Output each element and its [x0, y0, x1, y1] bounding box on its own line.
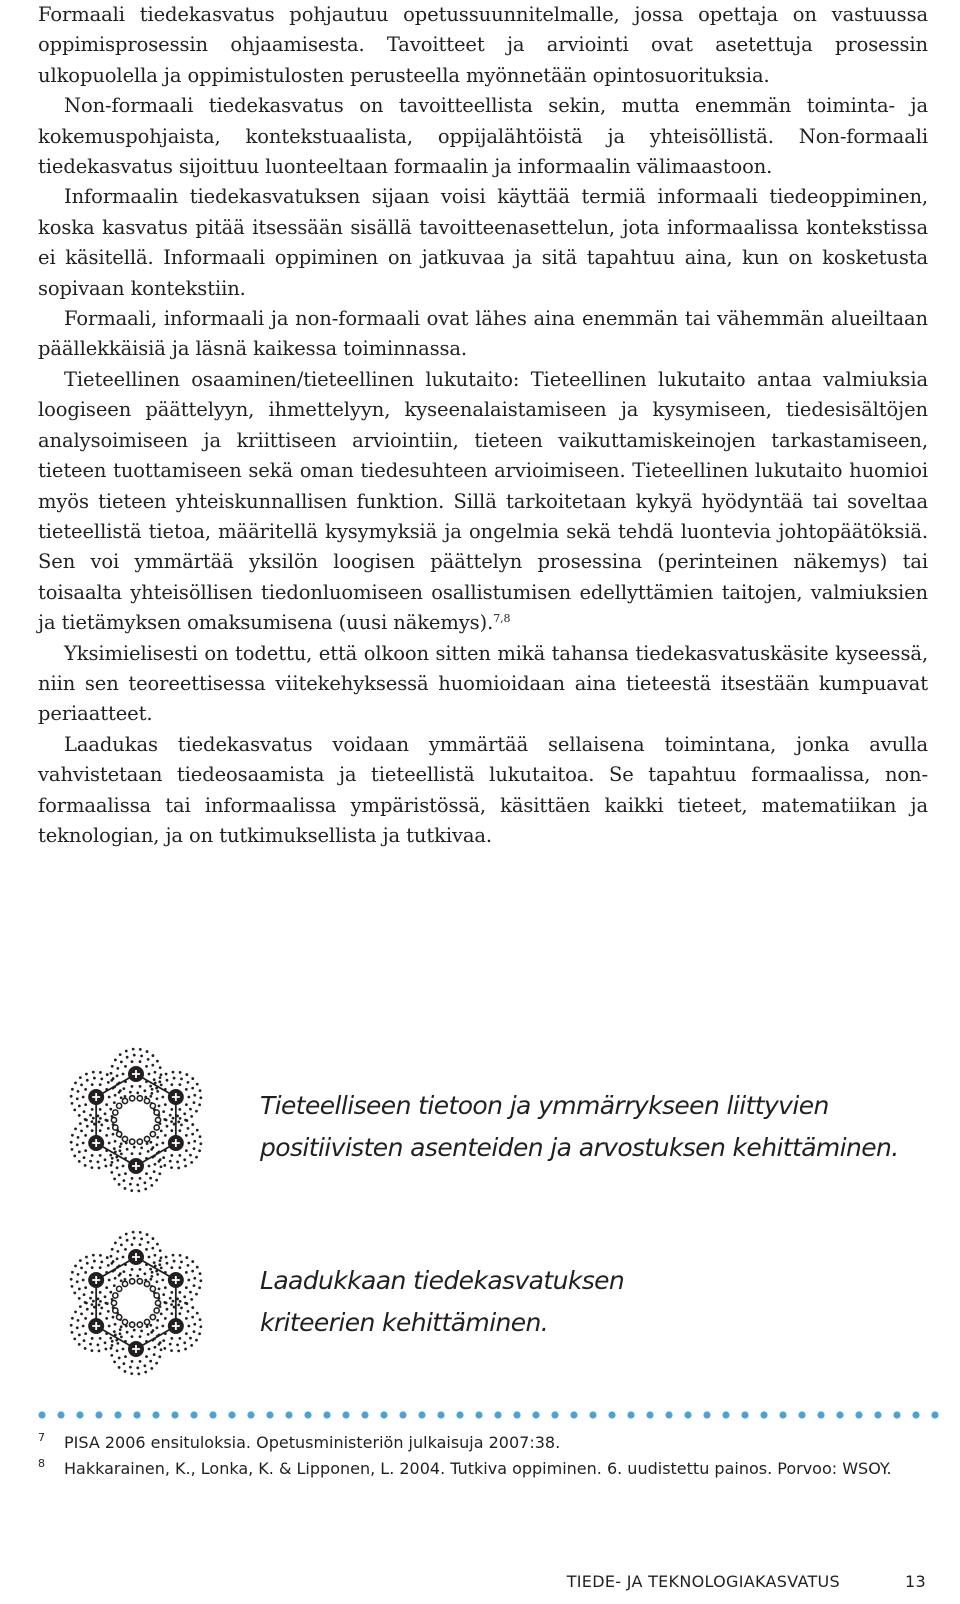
molecule-dots-icon [56, 1228, 216, 1378]
paragraph: Yksimielisesti on todettu, että olkoon sitten mikä tahansa tiedekasvatuskäsite kyseessä, niin sen teoreettisessa viitekehyksessä huomioidaan aina tieteestä itsestään kumpuavat periaatteet. [38, 641, 928, 726]
highlight-text [260, 1260, 940, 1344]
footnote-reference[interactable]: 7,8 [493, 612, 511, 626]
paragraph: Formaali, informaali ja non-formaali ovat lähes aina enemmän tai vähemmän alueiltaan päällekkäisiä ja läsnä kaikessa toiminnassa. [38, 307, 928, 361]
paragraph: Informaalin tiedekasvatuksen sijaan voisi käyttää termiä informaali tiedeoppiminen, koska kasvatus pitää itsessään sisällä tavoitteenasettelun, jota informaalissa kontekstissa ei käsitellä. Informaali oppiminen on jatkuvaa ja sitä tapahtuu aina, kun on kosketusta sopivaan kontekstiin. [38, 185, 928, 300]
molecule-dots-icon [56, 1045, 216, 1195]
highlight-line: kriteerien kehittäminen. [260, 1308, 549, 1337]
paragraph: Formaali tiedekasvatus pohjautuu opetussuunnitelmalle, jossa opettaja on vastuussa oppimisprosessin ohjaamisesta. Tavoitteet ja arviointi ovat asetettuja prosessin ulkopuolella ja oppimistulosten perusteella myönnetään opintosuorituksia. [38, 3, 928, 87]
highlight-line: Laadukkaan tiedekasvatuksen [260, 1266, 625, 1295]
page-number: 13 [905, 1572, 926, 1591]
footnote-text: PISA 2006 ensituloksia. Opetusministeriön julkaisuja 2007:38. [64, 1433, 561, 1452]
dotted-separator [38, 1408, 948, 1422]
highlight-criteria [56, 1228, 936, 1378]
highlight-attitudes [56, 1045, 936, 1195]
highlight-line: positiivisten asenteiden ja arvostuksen kehittäminen. [260, 1133, 899, 1162]
paragraph: Non-formaali tiedekasvatus on tavoitteellista sekin, mutta enemmän toiminta- ja kokemuspohjaista, kontekstuaalista, oppijalähtöistä ja yhteisöllistä. Non-formaali tiedekasvatus sijoittuu luonteeltaan formaalin ja informaalin välimaastoon. [38, 94, 928, 179]
footnote-text: Hakkarainen, K., Lonka, K. & Lipponen, L. 2004. Tutkiva oppiminen. 6. uudistettu painos. Porvoo: WSOY. [64, 1459, 892, 1478]
footnote: 8 Hakkarainen, K., Lonka, K. & Lipponen, L. 2004. Tutkiva oppiminen. 6. uudistettu painos. Porvoo: WSOY. [38, 1457, 892, 1478]
body-text [38, 0, 928, 851]
footer-title: TIEDE- JA TEKNOLOGIAKASVATUS [566, 1572, 840, 1591]
footnotes [38, 1430, 938, 1482]
highlight-line: Tieteelliseen tietoon ja ymmärrykseen liittyvien [260, 1091, 829, 1120]
footnote: 7 PISA 2006 ensituloksia. Opetusministeriön julkaisuja 2007:38. [38, 1431, 561, 1452]
highlight-text [260, 1085, 940, 1169]
paragraph: Laadukas tiedekasvatus voidaan ymmärtää sellaisena toimintana, jonka avulla vahvistetaan tiedeosaamista ja tieteellistä lukutaitoa. Se tapahtuu formaalissa, non-formaalissa tai informaalissa ympäristössä, käsittäen kaikki tieteet, matematiikan ja teknologian, ja on tutkimuksellista ja tutkivaa. [38, 732, 928, 847]
page-footer [0, 1570, 930, 1594]
paragraph-scientific-literacy [38, 365, 928, 639]
paragraph-text: Tieteellinen osaaminen/tieteellinen lukutaito: Tieteellinen lukutaito antaa valmiuksia loogiseen päättelyyn, ihmettelyyn, kyseenalaistamiseen ja kysymiseen, tiedesisältöjen analysoimiseen ja kriittiseen arviointiin, tieteen vaikuttamiskeinojen tarkastamiseen, tieteen tuottamiseen sekä oman tiedesuhteen arvioimiseen. Tieteellinen lukutaito huomioi myös tieteen yhteiskunnallisen funktion. Sillä tarkoitetaan kykyä hyödyntää tai soveltaa tieteellistä tietoa, määritellä kysymyksiä ja ongelmia sekä tehdä luontevia johtopäätöksiä. Sen voi ymmärtää yksilön loogisen päättelyn prosessina (perinteinen näkemys) tai toisaalta yhteisöllisen tiedonluomiseen osallistumisen edellyttämien taitojen, valmiuksien ja tietämyksen omaksumisena (uusi näkemys). [38, 367, 928, 635]
